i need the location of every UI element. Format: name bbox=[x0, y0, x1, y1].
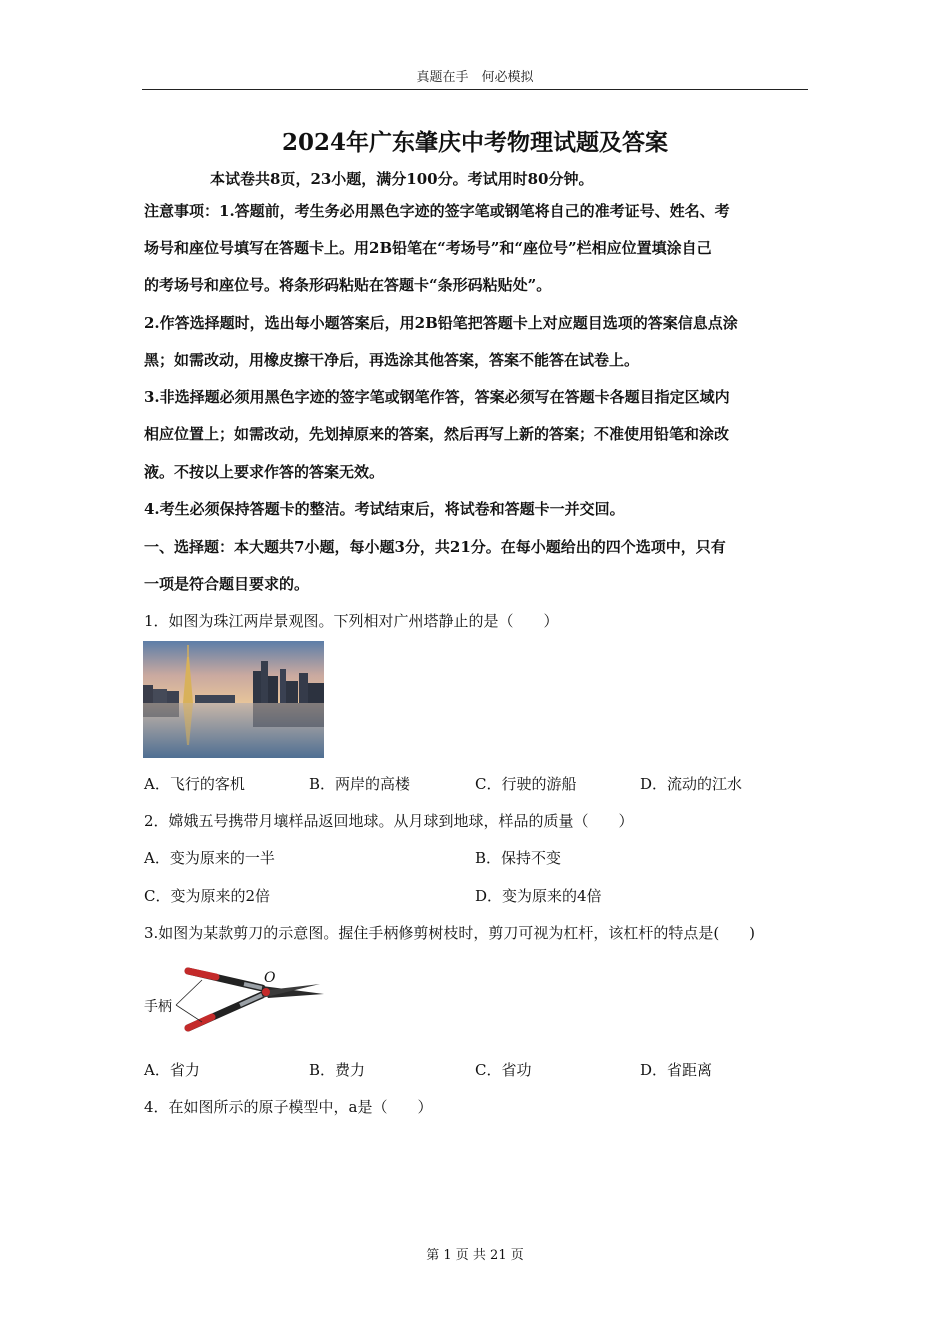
q2-option-a: A．变为原来的一半 bbox=[144, 849, 275, 867]
header-divider bbox=[142, 89, 808, 90]
note-line-4: 2.作答选择题时，选出每小题答案后，用2B铅笔把答题卡上对应题目选项的答案信息点涂 bbox=[144, 314, 738, 332]
note-line-6: 3.非选择题必须用黑色字迹的签字笔或钢笔作答，答案必须写在答题卡各题目指定区域内 bbox=[144, 388, 730, 406]
note-line-2: 场号和座位号填写在答题卡上。用2B铅笔在“考场号”和“座位号”栏相应位置填涂自己 bbox=[144, 239, 712, 257]
q3-handle-label: 手柄 bbox=[144, 999, 172, 1015]
q1-option-a: A．飞行的客机 bbox=[144, 775, 245, 793]
q3-option-b: B．费力 bbox=[309, 1061, 366, 1079]
section-heading-2: 一项是符合题目要求的。 bbox=[144, 575, 310, 593]
q3-pivot-label: O bbox=[264, 970, 276, 986]
page-header: 真题在手 何必模拟 bbox=[416, 70, 534, 85]
intro-text: 本试卷共8页，23小题，满分100分。考试用时80分钟。 bbox=[210, 170, 594, 188]
note-line-1: 注意事项：1.答题前，考生务必用黑色字迹的签字笔或钢笔将自己的准考证号、姓名、考 bbox=[144, 202, 730, 220]
q1-option-c: C．行驶的游船 bbox=[475, 775, 577, 793]
q1-option-b: B．两岸的高楼 bbox=[309, 775, 411, 793]
q2-option-c: C．变为原来的2倍 bbox=[144, 887, 271, 905]
note-line-9: 4.考生必须保持答题卡的整洁。考试结束后，将试卷和答题卡一并交回。 bbox=[144, 500, 625, 518]
document-title: 2024年广东肇庆中考物理试题及答案 bbox=[281, 129, 668, 156]
q1-option-d: D．流动的江水 bbox=[640, 775, 743, 793]
note-line-5: 黑；如需改动，用橡皮擦干净后，再选涂其他答案，答案不能答在试卷上。 bbox=[144, 351, 640, 369]
q3-stem: 3.如图为某款剪刀的示意图。握住手柄修剪树枝时，剪刀可视为杠杆，该杠杆的特点是( ) bbox=[144, 924, 756, 942]
q1-skyline-image bbox=[143, 641, 324, 758]
q3-shears-figure bbox=[144, 962, 326, 1038]
q2-option-b: B．保持不变 bbox=[475, 849, 562, 867]
q2-option-d: D．变为原来的4倍 bbox=[475, 887, 602, 905]
q3-option-d: D．省距离 bbox=[640, 1061, 713, 1079]
q3-option-a: A．省力 bbox=[144, 1061, 200, 1079]
note-line-7: 相应位置上；如需改动，先划掉原来的答案，然后再写上新的答案；不准使用铅笔和涂改 bbox=[144, 425, 730, 443]
note-line-3: 的考场号和座位号。将条形码粘贴在答题卡“条形码粘贴处”。 bbox=[144, 276, 552, 294]
note-line-8: 液。不按以上要求作答的答案无效。 bbox=[144, 463, 385, 481]
section-heading-1: 一、选择题：本大题共7小题，每小题3分，共21分。在每小题给出的四个选项中，只有 bbox=[144, 538, 726, 556]
page-footer: 第 1 页 共 21 页 bbox=[426, 1248, 524, 1263]
q4-stem: 4．在如图所示的原子模型中，a是（ ） bbox=[144, 1098, 433, 1116]
q1-stem: 1．如图为珠江两岸景观图。下列相对广州塔静止的是（ ） bbox=[144, 612, 559, 630]
q3-option-c: C．省功 bbox=[475, 1061, 532, 1079]
q2-stem: 2．嫦娥五号携带月壤样品返回地球。从月球到地球，样品的质量（ ） bbox=[144, 812, 634, 830]
